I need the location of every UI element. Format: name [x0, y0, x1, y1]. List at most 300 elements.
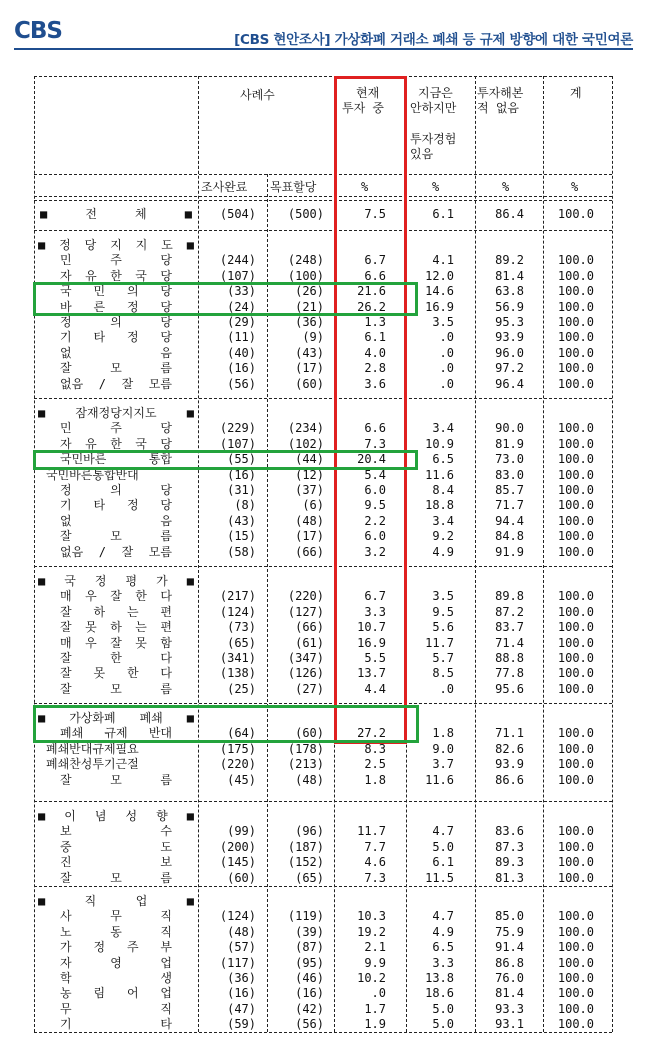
cell-current: 9.5 [364, 498, 386, 513]
cell-total: 100.0 [557, 772, 594, 787]
row-label: 자 영 업 [60, 955, 172, 970]
cell-past: 6.1 [432, 207, 454, 221]
cell-current: 6.7 [364, 253, 386, 268]
cell-total: 100.0 [557, 824, 594, 839]
grid-hline [34, 566, 612, 567]
grid-vline [198, 76, 199, 174]
cell-current: 10.7 [357, 620, 386, 635]
row-label: ■ 전 체 ■ [40, 207, 192, 221]
cell-target: (21) [295, 299, 324, 314]
col-header-total: 계 [570, 86, 582, 100]
row-label: 잘 모 름 [60, 681, 172, 696]
cell-never: 96.0 [495, 345, 524, 360]
cell-never: 97.2 [495, 361, 524, 376]
cell-done: (200) [219, 839, 256, 854]
cell-past: 5.6 [432, 620, 454, 635]
cell-done: (58) [227, 544, 256, 559]
cell-current: 5.5 [364, 651, 386, 665]
cell-never: 86.6 [495, 772, 524, 787]
cell-current: 1.3 [364, 315, 386, 329]
cell-total: 100.0 [557, 635, 594, 650]
cell-done: (341) [219, 651, 256, 665]
cell-current: 7.5 [364, 207, 386, 221]
cell-target: (48) [295, 513, 324, 528]
cell-past: 9.5 [432, 604, 454, 619]
cell-done: (145) [219, 855, 256, 870]
cell-total: 100.0 [557, 345, 594, 360]
cell-past: .0 [439, 681, 454, 696]
cell-never: 95.3 [495, 315, 524, 329]
col-header-current-1: 현재 [356, 86, 380, 100]
cell-past: 4.9 [432, 924, 454, 939]
row-label: 진 보 [60, 855, 172, 870]
cell-done: (47) [227, 1001, 256, 1016]
cell-total: 100.0 [557, 284, 594, 299]
cell-total: 100.0 [557, 726, 594, 741]
cell-total: 100.0 [557, 681, 594, 696]
cell-target: (16) [295, 986, 324, 1001]
cell-current: 1.8 [364, 772, 386, 787]
cell-past: 5.7 [432, 651, 454, 665]
grid-vline [198, 76, 199, 1032]
cell-done: (25) [227, 681, 256, 696]
col-header-target: 목표할당 [270, 180, 317, 194]
cell-past: 14.6 [425, 284, 454, 299]
cell-current: 6.1 [364, 330, 386, 345]
cell-never: 81.3 [495, 870, 524, 885]
cell-current: 6.6 [364, 268, 386, 283]
cell-current: 8.3 [364, 741, 386, 756]
cell-never: 63.8 [495, 284, 524, 299]
cell-target: (43) [295, 345, 324, 360]
grid-hline [34, 76, 612, 77]
row-label: 잘 못 하 는 편 [60, 620, 172, 635]
grid-vline [475, 76, 476, 1032]
cell-past: 12.0 [425, 268, 454, 283]
cell-total: 100.0 [557, 207, 594, 221]
cell-done: (138) [219, 666, 256, 681]
cell-past: 4.7 [432, 909, 454, 924]
cell-done: (16) [227, 467, 256, 482]
cell-target: (9) [302, 330, 324, 345]
cell-current: 7.7 [364, 839, 386, 854]
cell-target: (119) [287, 909, 324, 924]
cell-done: (43) [227, 513, 256, 528]
cell-total: 100.0 [557, 757, 594, 772]
col-header-done: 조사완료 [201, 180, 248, 194]
cell-total: 100.0 [557, 330, 594, 345]
cell-total: 100.0 [557, 361, 594, 376]
cell-done: (124) [219, 604, 256, 619]
cell-past: 9.0 [432, 741, 454, 756]
row-label: 폐쇄찬성투기근절 [46, 757, 139, 772]
cell-target: (152) [287, 855, 324, 870]
cell-past: 3.4 [432, 421, 454, 436]
cell-never: 93.9 [495, 757, 524, 772]
cell-never: 83.7 [495, 620, 524, 635]
cell-never: 91.9 [495, 544, 524, 559]
row-label: 기 타 정 당 [60, 330, 172, 345]
cell-target: (26) [295, 284, 324, 299]
cell-target: (500) [287, 207, 324, 221]
cell-done: (40) [227, 345, 256, 360]
cell-done: (65) [227, 635, 256, 650]
cell-total: 100.0 [557, 855, 594, 870]
cell-target: (100) [287, 268, 324, 283]
cell-target: (127) [287, 604, 324, 619]
cell-done: (24) [227, 299, 256, 314]
highlight-current-column [334, 76, 407, 744]
cell-total: 100.0 [557, 971, 594, 985]
cell-done: (229) [219, 421, 256, 436]
cell-total: 100.0 [557, 268, 594, 283]
cell-done: (16) [227, 361, 256, 376]
cell-total: 100.0 [557, 436, 594, 451]
cell-past: 8.4 [432, 483, 454, 497]
group-title: ■ 이 념 성 향 ■ [38, 809, 194, 823]
cell-done: (220) [219, 757, 256, 772]
highlight-closure-row [33, 705, 419, 743]
cell-never: 76.0 [495, 971, 524, 985]
row-label: 농 림 어 업 [60, 986, 172, 1001]
cell-target: (37) [295, 483, 324, 497]
cell-never: 71.1 [495, 726, 524, 741]
cell-target: (66) [295, 620, 324, 635]
col-header-pct-never: % [502, 180, 510, 194]
row-label: 민 주 당 [60, 421, 172, 436]
cell-target: (102) [287, 436, 324, 451]
row-label: 잘 모 름 [60, 529, 172, 544]
cell-total: 100.0 [557, 666, 594, 681]
cell-past: 5.0 [432, 839, 454, 854]
cell-never: 75.9 [495, 924, 524, 939]
row-label: 국민바른 통합 [60, 452, 172, 467]
cell-done: (16) [227, 986, 256, 1001]
cell-never: 94.4 [495, 513, 524, 528]
cell-target: (60) [295, 376, 324, 391]
row-label: 국 민 의 당 [60, 284, 172, 299]
cell-done: (33) [227, 284, 256, 299]
cell-target: (39) [295, 924, 324, 939]
cell-never: 91.4 [495, 940, 524, 955]
cell-current: 2.2 [364, 513, 386, 528]
grid-hline [34, 200, 612, 201]
grid-hline [34, 174, 612, 175]
row-label: 정 의 당 [60, 315, 172, 329]
cell-done: (217) [219, 589, 256, 604]
cell-done: (99) [227, 824, 256, 839]
cell-total: 100.0 [557, 421, 594, 436]
row-label: 없음 / 잘 모름 [60, 544, 172, 559]
cell-never: 82.6 [495, 741, 524, 756]
cell-target: (187) [287, 839, 324, 854]
row-label: 바 른 정 당 [60, 299, 172, 314]
cell-target: (36) [295, 315, 324, 329]
cell-never: 73.0 [495, 452, 524, 467]
cell-past: 4.7 [432, 824, 454, 839]
cell-total: 100.0 [557, 467, 594, 482]
cell-target: (27) [295, 681, 324, 696]
cell-current: 10.3 [357, 909, 386, 924]
cell-current: 13.7 [357, 666, 386, 681]
cell-current: 19.2 [357, 924, 386, 939]
cell-total: 100.0 [557, 452, 594, 467]
col-header-never-1: 투자해본 [477, 86, 524, 100]
row-label: 정 의 당 [60, 483, 172, 497]
cell-never: 56.9 [495, 299, 524, 314]
cell-current: 3.6 [364, 376, 386, 391]
cell-never: 93.1 [495, 1017, 524, 1032]
row-label: 잘 모 름 [60, 870, 172, 885]
cell-done: (36) [227, 971, 256, 985]
cell-past: 3.7 [432, 757, 454, 772]
cell-never: 87.3 [495, 839, 524, 854]
cell-done: (57) [227, 940, 256, 955]
cell-never: 83.6 [495, 824, 524, 839]
row-label: 폐쇄반대규제필요 [46, 741, 139, 756]
cell-past: .0 [439, 361, 454, 376]
col-header-cases: 사례수 [240, 88, 275, 102]
cell-current: 7.3 [364, 436, 386, 451]
cell-never: 90.0 [495, 421, 524, 436]
cell-target: (248) [287, 253, 324, 268]
cell-never: 83.0 [495, 467, 524, 482]
cbs-logo: CBS [14, 18, 62, 44]
cell-never: 71.4 [495, 635, 524, 650]
col-header-notnow-4: 있음 [410, 147, 434, 161]
row-label: 잘 한 다 [60, 651, 172, 665]
cell-done: (73) [227, 620, 256, 635]
cell-current: 26.2 [357, 299, 386, 314]
row-label: 잘 하 는 편 [60, 604, 172, 619]
cell-past: 16.9 [425, 299, 454, 314]
cell-target: (96) [295, 824, 324, 839]
cell-total: 100.0 [557, 299, 594, 314]
cell-past: 11.6 [425, 772, 454, 787]
cell-past: 4.1 [432, 253, 454, 268]
col-header-current-2: 투자 중 [342, 101, 385, 115]
cell-total: 100.0 [557, 529, 594, 544]
cell-never: 86.4 [495, 207, 524, 221]
cell-past: 8.5 [432, 666, 454, 681]
cell-current: 1.9 [364, 1017, 386, 1032]
cell-current: 21.6 [357, 284, 386, 299]
cell-total: 100.0 [557, 909, 594, 924]
row-label: 기 타 정 당 [60, 498, 172, 513]
cell-never: 85.7 [495, 483, 524, 497]
cell-past: 13.8 [425, 971, 454, 985]
col-header-notnow-1: 지금은 [418, 86, 453, 100]
cell-past: 6.5 [432, 940, 454, 955]
cell-never: 81.4 [495, 986, 524, 1001]
cell-past: .0 [439, 376, 454, 391]
cell-past: 18.8 [425, 498, 454, 513]
cell-done: (124) [219, 909, 256, 924]
col-header-pct-past: % [432, 180, 440, 194]
row-label: 매 우 잘 한 다 [60, 589, 172, 604]
cell-past: 11.5 [425, 870, 454, 885]
grid-vline [612, 76, 613, 1032]
cell-current: 6.0 [364, 529, 386, 544]
cell-target: (213) [287, 757, 324, 772]
cell-never: 81.4 [495, 268, 524, 283]
cell-total: 100.0 [557, 839, 594, 854]
cell-past: 18.6 [425, 986, 454, 1001]
group-title: ■ 국 정 평 가 ■ [38, 574, 194, 588]
cell-total: 100.0 [557, 741, 594, 756]
col-header-notnow-2: 안하지만 [410, 101, 457, 115]
cell-done: (48) [227, 924, 256, 939]
cell-current: .0 [371, 986, 386, 1001]
cell-target: (65) [295, 870, 324, 885]
cell-done: (31) [227, 483, 256, 497]
cell-current: 7.3 [364, 870, 386, 885]
row-label: 기 타 [60, 1017, 172, 1032]
cell-never: 89.3 [495, 855, 524, 870]
cell-never: 88.8 [495, 651, 524, 665]
group-title: ■ 가상화폐 폐쇄 ■ [38, 711, 194, 725]
cell-target: (234) [287, 421, 324, 436]
cell-target: (56) [295, 1017, 324, 1032]
row-label: 민 주 당 [60, 253, 172, 268]
cell-target: (6) [302, 498, 324, 513]
row-label: 폐쇄 규제 반대 [60, 726, 172, 741]
cell-current: 9.9 [364, 955, 386, 970]
row-label: 매 우 잘 못 함 [60, 635, 172, 650]
grid-hline [34, 398, 612, 399]
report-title: [CBS 현안조사] 가상화폐 거래소 폐쇄 등 규제 방향에 대한 국민여론 [234, 32, 633, 48]
row-label: 잘 못 한 다 [60, 666, 172, 681]
cell-done: (244) [219, 253, 256, 268]
cell-past: 9.2 [432, 529, 454, 544]
row-label: 가 정 주 부 [60, 940, 172, 955]
row-label: 무 직 [60, 1001, 172, 1016]
grid-hline [34, 886, 612, 887]
col-header-never-2: 적 없음 [477, 101, 520, 115]
cell-total: 100.0 [557, 940, 594, 955]
cell-target: (126) [287, 666, 324, 681]
cell-past: 5.0 [432, 1017, 454, 1032]
cell-past: 3.3 [432, 955, 454, 970]
cell-never: 71.7 [495, 498, 524, 513]
cell-total: 100.0 [557, 986, 594, 1001]
cell-done: (504) [219, 207, 256, 221]
cell-never: 85.0 [495, 909, 524, 924]
row-label: 국민바른통합반대 [46, 467, 139, 482]
highlight-party-rows [33, 282, 418, 316]
row-label: 보 수 [60, 824, 172, 839]
cell-current: 4.4 [364, 681, 386, 696]
cell-target: (61) [295, 635, 324, 650]
grid-hline [34, 801, 612, 802]
cell-done: (107) [219, 436, 256, 451]
cell-total: 100.0 [557, 589, 594, 604]
cell-current: 2.5 [364, 757, 386, 772]
cell-done: (117) [219, 955, 256, 970]
row-label: 없 음 [60, 345, 172, 360]
cell-past: 10.9 [425, 436, 454, 451]
cell-past: 4.9 [432, 544, 454, 559]
cell-current: 4.6 [364, 855, 386, 870]
cell-past: 3.4 [432, 513, 454, 528]
cell-done: (8) [234, 498, 256, 513]
cell-target: (95) [295, 955, 324, 970]
cell-target: (48) [295, 772, 324, 787]
cell-total: 100.0 [557, 513, 594, 528]
cell-total: 100.0 [557, 253, 594, 268]
row-label: 학 생 [60, 971, 172, 985]
cell-never: 77.8 [495, 666, 524, 681]
cell-target: (12) [295, 467, 324, 482]
cell-current: 16.9 [357, 635, 386, 650]
cell-current: 10.2 [357, 971, 386, 985]
grid-hline [34, 230, 612, 231]
cell-past: 3.5 [432, 315, 454, 329]
row-label: 잘 모 름 [60, 772, 172, 787]
cell-target: (46) [295, 971, 324, 985]
cell-done: (11) [227, 330, 256, 345]
cell-total: 100.0 [557, 651, 594, 665]
cell-target: (87) [295, 940, 324, 955]
col-header-notnow-3: 투자경험 [410, 132, 457, 146]
cell-never: 87.2 [495, 604, 524, 619]
row-label: 사 무 직 [60, 909, 172, 924]
cell-total: 100.0 [557, 870, 594, 885]
cell-done: (64) [227, 726, 256, 741]
cell-target: (17) [295, 361, 324, 376]
cell-never: 89.8 [495, 589, 524, 604]
cell-current: 20.4 [357, 452, 386, 467]
grid-hline [34, 703, 612, 704]
highlight-merge-row [33, 450, 418, 470]
cell-current: 6.7 [364, 589, 386, 604]
grid-vline [543, 76, 544, 1032]
row-label: 자 유 한 국 당 [60, 436, 172, 451]
cell-never: 93.3 [495, 1001, 524, 1016]
cell-total: 100.0 [557, 604, 594, 619]
cell-current: 3.3 [364, 604, 386, 619]
cell-done: (29) [227, 315, 256, 329]
grid-hline [34, 196, 612, 197]
row-label: 잘 모 름 [60, 361, 172, 376]
cell-total: 100.0 [557, 315, 594, 329]
cell-past: 3.5 [432, 589, 454, 604]
cell-current: 6.6 [364, 421, 386, 436]
group-title: ■ 직 업 ■ [38, 894, 194, 908]
cell-done: (15) [227, 529, 256, 544]
cell-total: 100.0 [557, 376, 594, 391]
cell-current: 27.2 [357, 726, 386, 741]
cell-done: (175) [219, 741, 256, 756]
cell-past: 6.5 [432, 452, 454, 467]
cell-current: 1.7 [364, 1001, 386, 1016]
cell-total: 100.0 [557, 620, 594, 635]
cell-current: 3.2 [364, 544, 386, 559]
cell-total: 100.0 [557, 544, 594, 559]
cell-target: (178) [287, 741, 324, 756]
cell-current: 2.1 [364, 940, 386, 955]
row-label: 없 음 [60, 513, 172, 528]
cell-current: 6.0 [364, 483, 386, 497]
row-label: 노 동 직 [60, 924, 172, 939]
cell-current: 5.4 [364, 467, 386, 482]
cell-target: (42) [295, 1001, 324, 1016]
grid-vline [34, 76, 35, 1032]
cell-done: (45) [227, 772, 256, 787]
cell-current: 2.8 [364, 361, 386, 376]
cell-past: 6.1 [432, 855, 454, 870]
cell-never: 84.8 [495, 529, 524, 544]
